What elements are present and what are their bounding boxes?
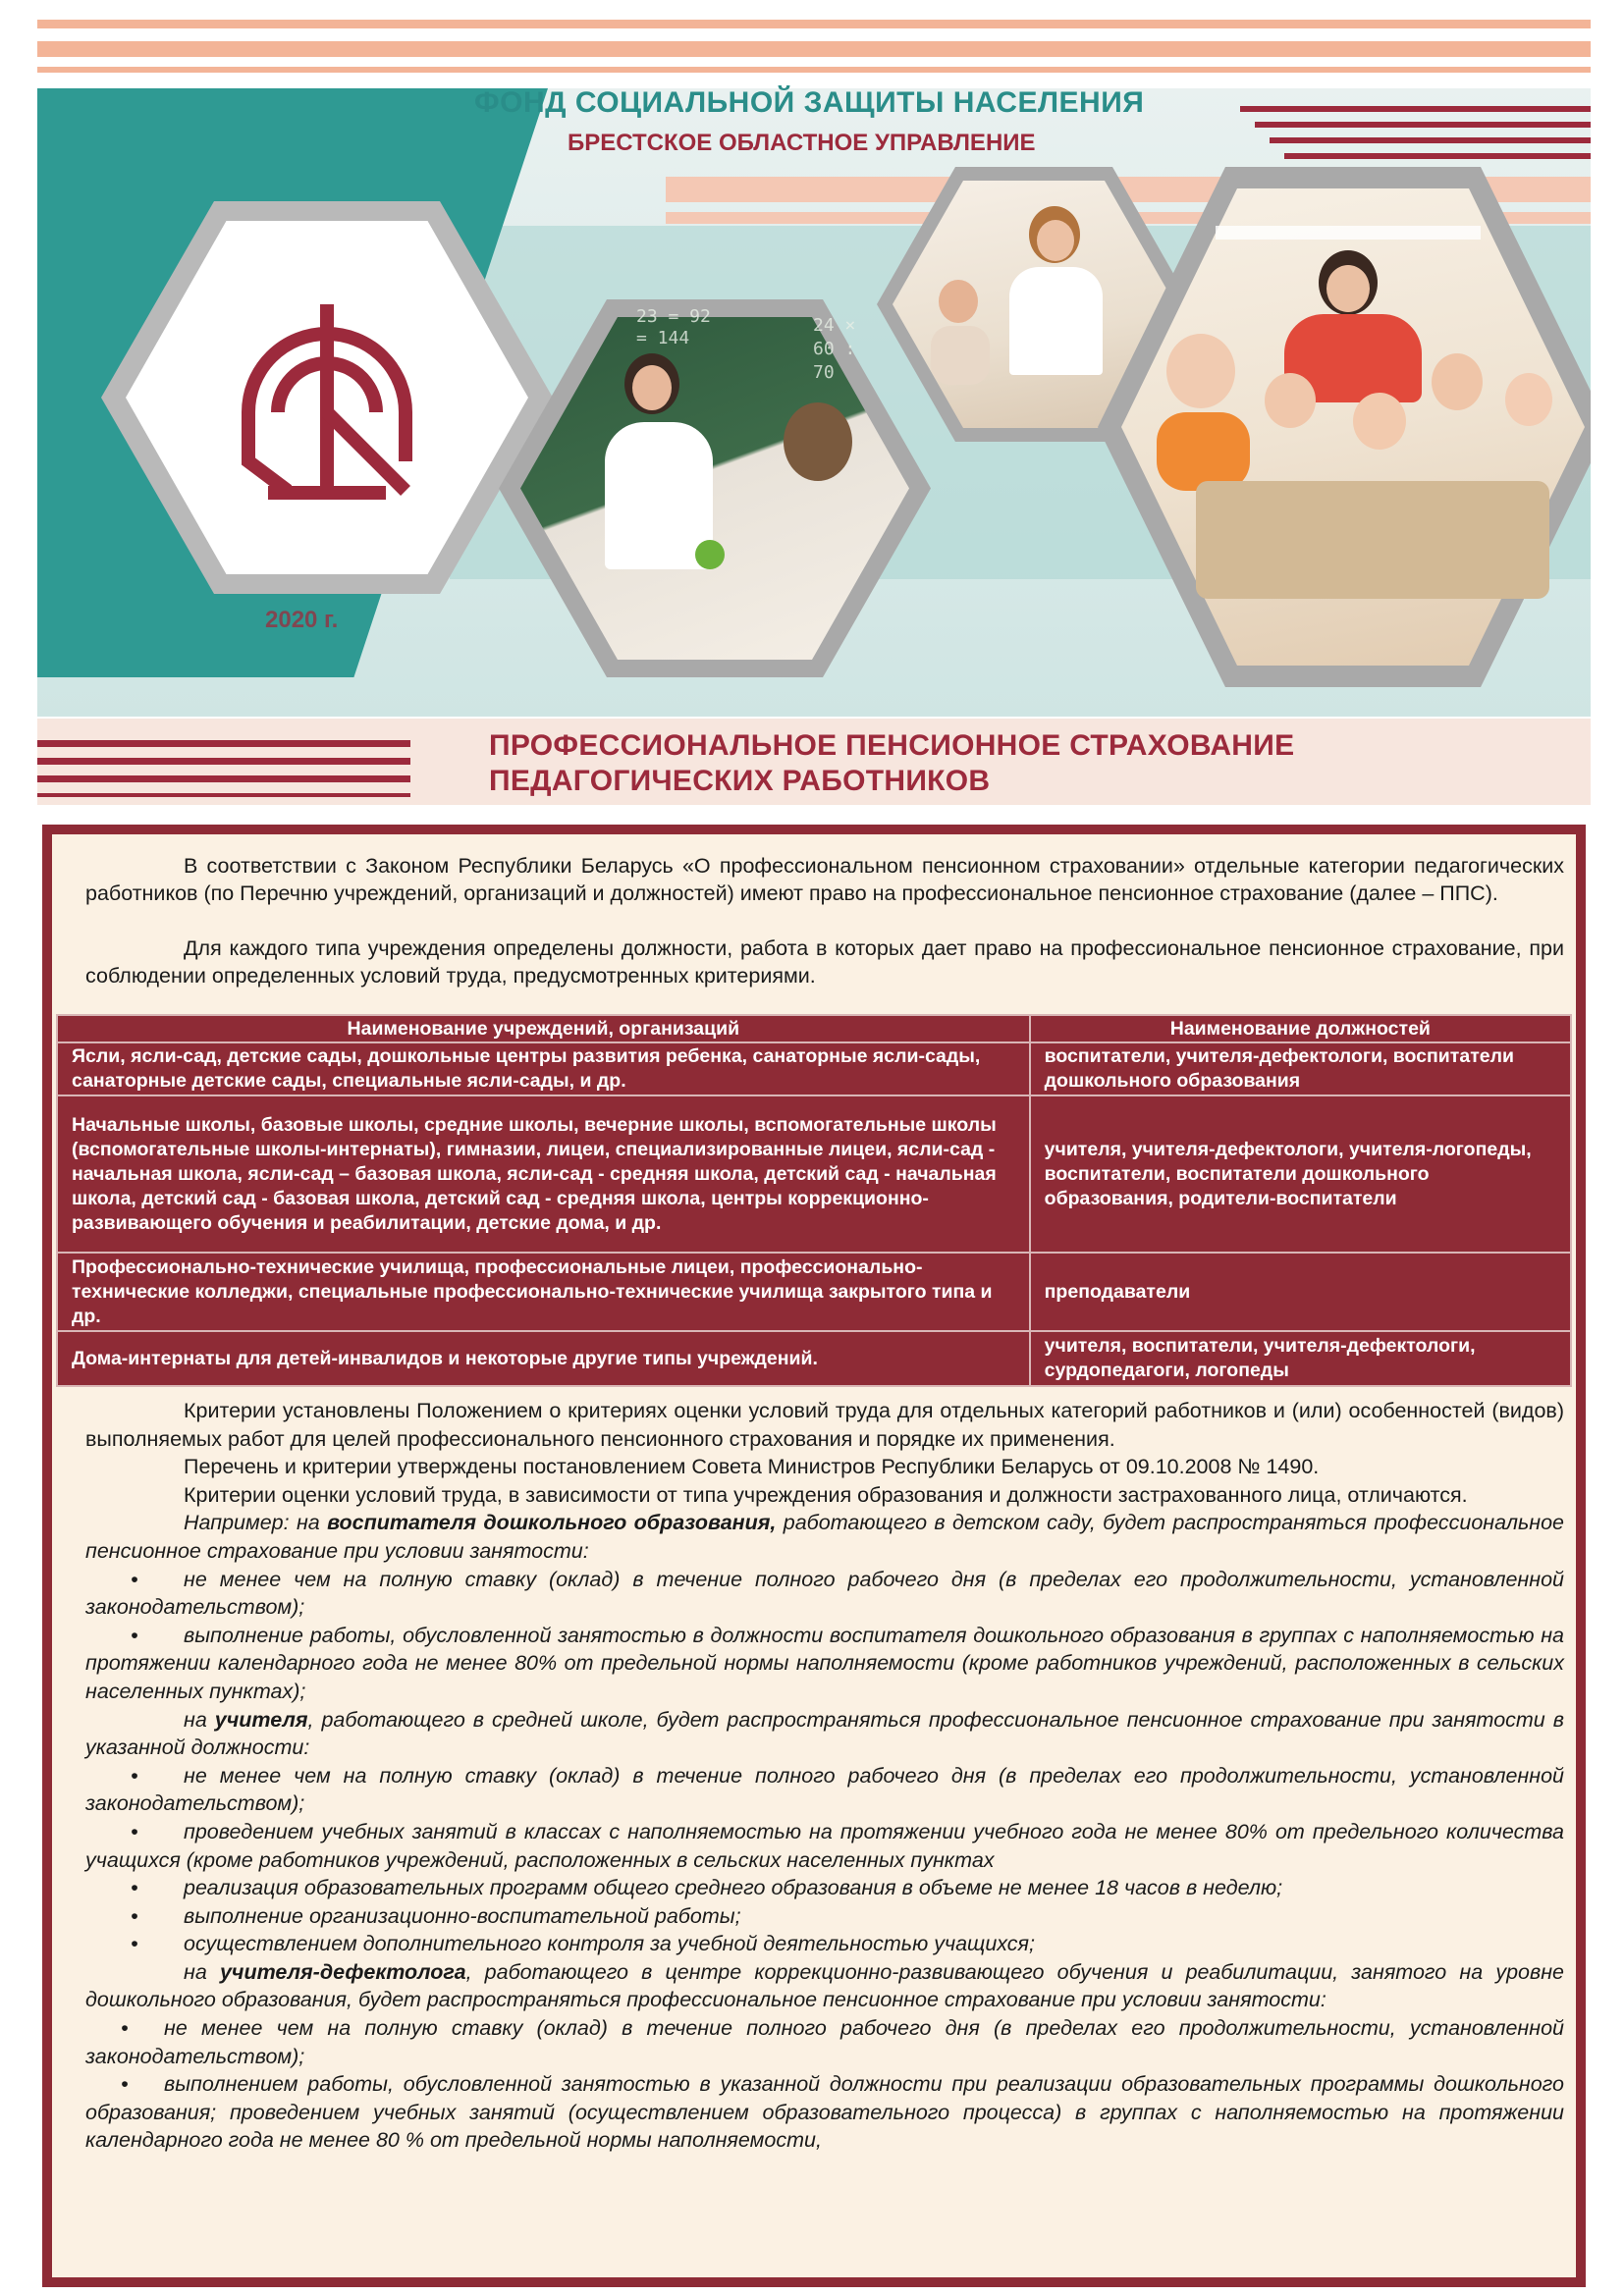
teacher-body bbox=[1009, 267, 1103, 375]
institutions-cell: Ясли, ясли-сад, детские сады, дошкольные центры развития ребенка, санаторные ясли-сады, санаторные детские сады, специальные ясли-сады, и др. bbox=[57, 1042, 1030, 1095]
child-face bbox=[1166, 334, 1235, 408]
column-header: Наименование учреждений, организаций bbox=[57, 1015, 1030, 1042]
child-face bbox=[1265, 373, 1316, 428]
stripe bbox=[37, 41, 1591, 57]
bullet: • bbox=[131, 1623, 138, 1647]
year-label: 2020 г. bbox=[265, 607, 339, 633]
red-line bbox=[37, 793, 410, 797]
institutions-cell: Дома-интернаты для детей-инвалидов и некоторые другие типы учреждений. bbox=[57, 1331, 1030, 1386]
red-line bbox=[1255, 122, 1591, 128]
child-body bbox=[1157, 412, 1250, 491]
org-title: ФОНД СОЦИАЛЬНОЙ ЗАЩИТЫ НАСЕЛЕНИЯ bbox=[474, 86, 1145, 119]
bullet: • bbox=[131, 1819, 138, 1843]
red-line bbox=[37, 758, 410, 765]
institutions-cell: Профессионально-технические училища, профессиональные лицеи, профессионально-технические колледжи, специальные профессионально-технические училища закрытого типа и др. bbox=[57, 1253, 1030, 1331]
red-line bbox=[37, 775, 410, 782]
red-line bbox=[1284, 153, 1591, 159]
teacher-face bbox=[1037, 220, 1074, 261]
child-face bbox=[1505, 373, 1552, 426]
red-line bbox=[37, 740, 410, 747]
chalk-line: 70 bbox=[813, 362, 835, 383]
criteria-text bbox=[85, 1397, 1564, 2155]
bullet: • bbox=[121, 2016, 129, 2041]
child-face bbox=[1432, 353, 1483, 410]
table-header-row bbox=[57, 1015, 1571, 1042]
fund-logo-icon bbox=[209, 265, 445, 510]
example-role: учителя bbox=[214, 1707, 308, 1732]
content-panel bbox=[52, 834, 1576, 2277]
list-item bbox=[85, 1874, 1564, 1902]
criteria-paragraph: Перечень и критерии утверждены постановлением Совета Министров Республики Беларусь от 09.10.2008 № 1490. bbox=[184, 1455, 1320, 1479]
example-paragraph bbox=[85, 1509, 1564, 1565]
list-item-text: не менее чем на полную ставку (оклад) в течение полного рабочего дня (в пределах его продолжительности, установленной законодательством); bbox=[85, 2016, 1564, 2068]
list-item bbox=[85, 1930, 1564, 1958]
chalk-line: 23 = 92 bbox=[636, 306, 711, 327]
example-paragraph bbox=[85, 1958, 1564, 2014]
list-item-text: осуществлением дополнительного контроля за учебной деятельностью учащихся; bbox=[184, 1932, 1036, 1956]
list-item bbox=[85, 1818, 1564, 1874]
headline-line: ПРОФЕССИОНАЛЬНОЕ ПЕНСИОННОЕ СТРАХОВАНИЕ bbox=[489, 729, 1295, 762]
list-item bbox=[85, 1762, 1564, 1818]
bullet: • bbox=[131, 1567, 138, 1591]
column-header: Наименование должностей bbox=[1030, 1015, 1571, 1042]
example-text: , работающего в центре коррекционно-развивающего обучения и реабилитации, занятого на уровне дошкольного образования, будет распространяться профессиональное пенсионное страхование при условии занятости: bbox=[85, 1959, 1564, 2012]
example-paragraph bbox=[85, 1706, 1564, 1762]
headline-line: ПЕДАГОГИЧЕСКИХ РАБОТНИКОВ bbox=[489, 765, 991, 797]
table-row bbox=[57, 1095, 1571, 1253]
bullet: • bbox=[131, 1932, 138, 1956]
bullet: • bbox=[131, 1763, 138, 1788]
shelf bbox=[1216, 226, 1481, 240]
page-headline bbox=[489, 728, 1294, 799]
example-role: воспитателя дошкольного образования, bbox=[327, 1511, 777, 1535]
intro-paragraph: Для каждого типа учреждения определены должности, работа в которых дает право на профессиональное пенсионное страхование, при соблюдении определенных условий труда, предусмотренных критериями. bbox=[85, 936, 1564, 988]
child-face bbox=[1353, 393, 1406, 450]
positions-cell: учителя, учителя-дефектологи, учителя-логопеды, воспитатели, воспитатели дошкольного образования, родители-воспитатели bbox=[1030, 1095, 1571, 1253]
red-line bbox=[1270, 137, 1591, 143]
example-lead: на bbox=[184, 1707, 207, 1732]
positions-cell: воспитатели, учителя-дефектологи, воспитатели дошкольного образования bbox=[1030, 1042, 1571, 1095]
example-role: учителя-дефектолога bbox=[219, 1959, 466, 1984]
stripe bbox=[37, 20, 1591, 28]
list-item bbox=[85, 1566, 1564, 1622]
chalk-line: 60 : bbox=[813, 339, 856, 359]
chalk-line: = 144 bbox=[636, 328, 690, 348]
example-lead: на bbox=[184, 1959, 207, 1984]
list-item-text: выполнением работы, обусловленной занятостью в указанной должности при реализации образовательных программы дошкольного образования; проведением учебных занятий (осуществлением образовательного процесса) в группах с наполняемостью на протяжении календарного года не менее 80 % от предельной нормы наполняемости, bbox=[85, 2072, 1564, 2153]
list-item bbox=[85, 2014, 1564, 2070]
teacher-face bbox=[632, 365, 672, 410]
list-item bbox=[85, 1902, 1564, 1931]
student-head bbox=[784, 402, 852, 481]
table-row bbox=[57, 1253, 1571, 1331]
criteria-paragraph: Критерии оценки условий труда, в зависимости от типа учреждения образования и должности застрахованного лица, отличаются. bbox=[184, 1482, 1468, 1507]
child-body bbox=[931, 326, 990, 385]
list-item-text: выполнение организационно-воспитательной работы; bbox=[184, 1903, 741, 1928]
list-item-text: не менее чем на полную ставку (оклад) в течение полного рабочего дня (в пределах его продолжительности, установленной законодательством); bbox=[85, 1567, 1564, 1620]
chalkboard-text bbox=[813, 314, 855, 385]
chalk-line: 24 × bbox=[813, 315, 856, 336]
list-item-text: не менее чем на полную ставку (оклад) в течение полного рабочего дня (в пределах его продолжительности, установленной законодательством); bbox=[85, 1763, 1564, 1816]
sandbox bbox=[1196, 481, 1549, 599]
positions-cell: преподаватели bbox=[1030, 1253, 1571, 1331]
institutions-table bbox=[56, 1014, 1572, 1387]
content-frame bbox=[42, 825, 1586, 2287]
table-row bbox=[57, 1042, 1571, 1095]
list-item-text: реализация образовательных программ общего среднего образования в объеме не менее 18 часов в неделю; bbox=[184, 1876, 1283, 1900]
stripe bbox=[37, 67, 1591, 73]
apple bbox=[695, 540, 725, 569]
org-subtitle: БРЕСТСКОЕ ОБЛАСТНОЕ УПРАВЛЕНИЕ bbox=[568, 130, 1036, 156]
child-face bbox=[939, 280, 978, 323]
list-item bbox=[85, 1622, 1564, 1706]
institutions-cell: Начальные школы, базовые школы, средние школы, вечерние школы, вспомогательные школы (вспомогательные школы-интернаты), гимназии, лицеи, специализированные лицеи, ясли-сад - начальная школа, ясли-сад – базовая школа, ясли-сад - средняя школа, детский сад - начальная школа, детский сад - базовая школа, детский сад - средняя школа, центры коррекционно-развивающего обучения и реабилитации, детские дома, и др. bbox=[57, 1095, 1030, 1253]
bullet: • bbox=[121, 2072, 129, 2097]
intro-paragraph: В соответствии с Законом Республики Беларусь «О профессиональном пенсионном страховании» отдельные категории педагогических работников (по Перечню учреждений, организаций и должностей) имеют право на профессиональное пенсионное страхование (далее – ППС). bbox=[85, 854, 1564, 905]
teacher-face bbox=[1326, 265, 1370, 312]
table-row bbox=[57, 1331, 1571, 1386]
chalkboard-text bbox=[636, 306, 711, 349]
list-item-text: проведением учебных занятий в классах с наполняемостью на протяжении учебного года не менее 80% от предельного количества учащихся (кроме работников учреждений, расположенных в сельских населенных пунктах bbox=[85, 1819, 1564, 1872]
red-line bbox=[1240, 106, 1591, 112]
bullet: • bbox=[131, 1903, 138, 1928]
list-item-text: выполнение работы, обусловленной занятостью в должности воспитателя дошкольного образования в группах с наполняемостью на протяжении календарного года не менее 80% от предельной нормы наполняемости (кроме работников учреждений, расположенных в сельских населенных пунктах); bbox=[85, 1623, 1564, 1703]
example-text: работающего в детском саду, будет распространяться профессиональное пенсионное страхование при условии занятости: bbox=[85, 1511, 1564, 1563]
positions-cell: учителя, воспитатели, учителя-дефектологи, сурдопедагоги, логопеды bbox=[1030, 1331, 1571, 1386]
header-banner bbox=[37, 20, 1591, 805]
example-lead: Например: на bbox=[184, 1511, 320, 1535]
list-item bbox=[85, 2070, 1564, 2155]
example-text: , работающего в средней школе, будет распространяться профессиональное пенсионное страхование при занятости в указанной должности: bbox=[85, 1707, 1564, 1760]
bullet: • bbox=[131, 1876, 138, 1900]
criteria-paragraph: Критерии установлены Положением о критериях оценки условий труда для отдельных категорий работников и (или) особенностей (видов) выполняемых работ для целей профессионального пенсионного страхования и порядке их применения. bbox=[85, 1399, 1564, 1451]
